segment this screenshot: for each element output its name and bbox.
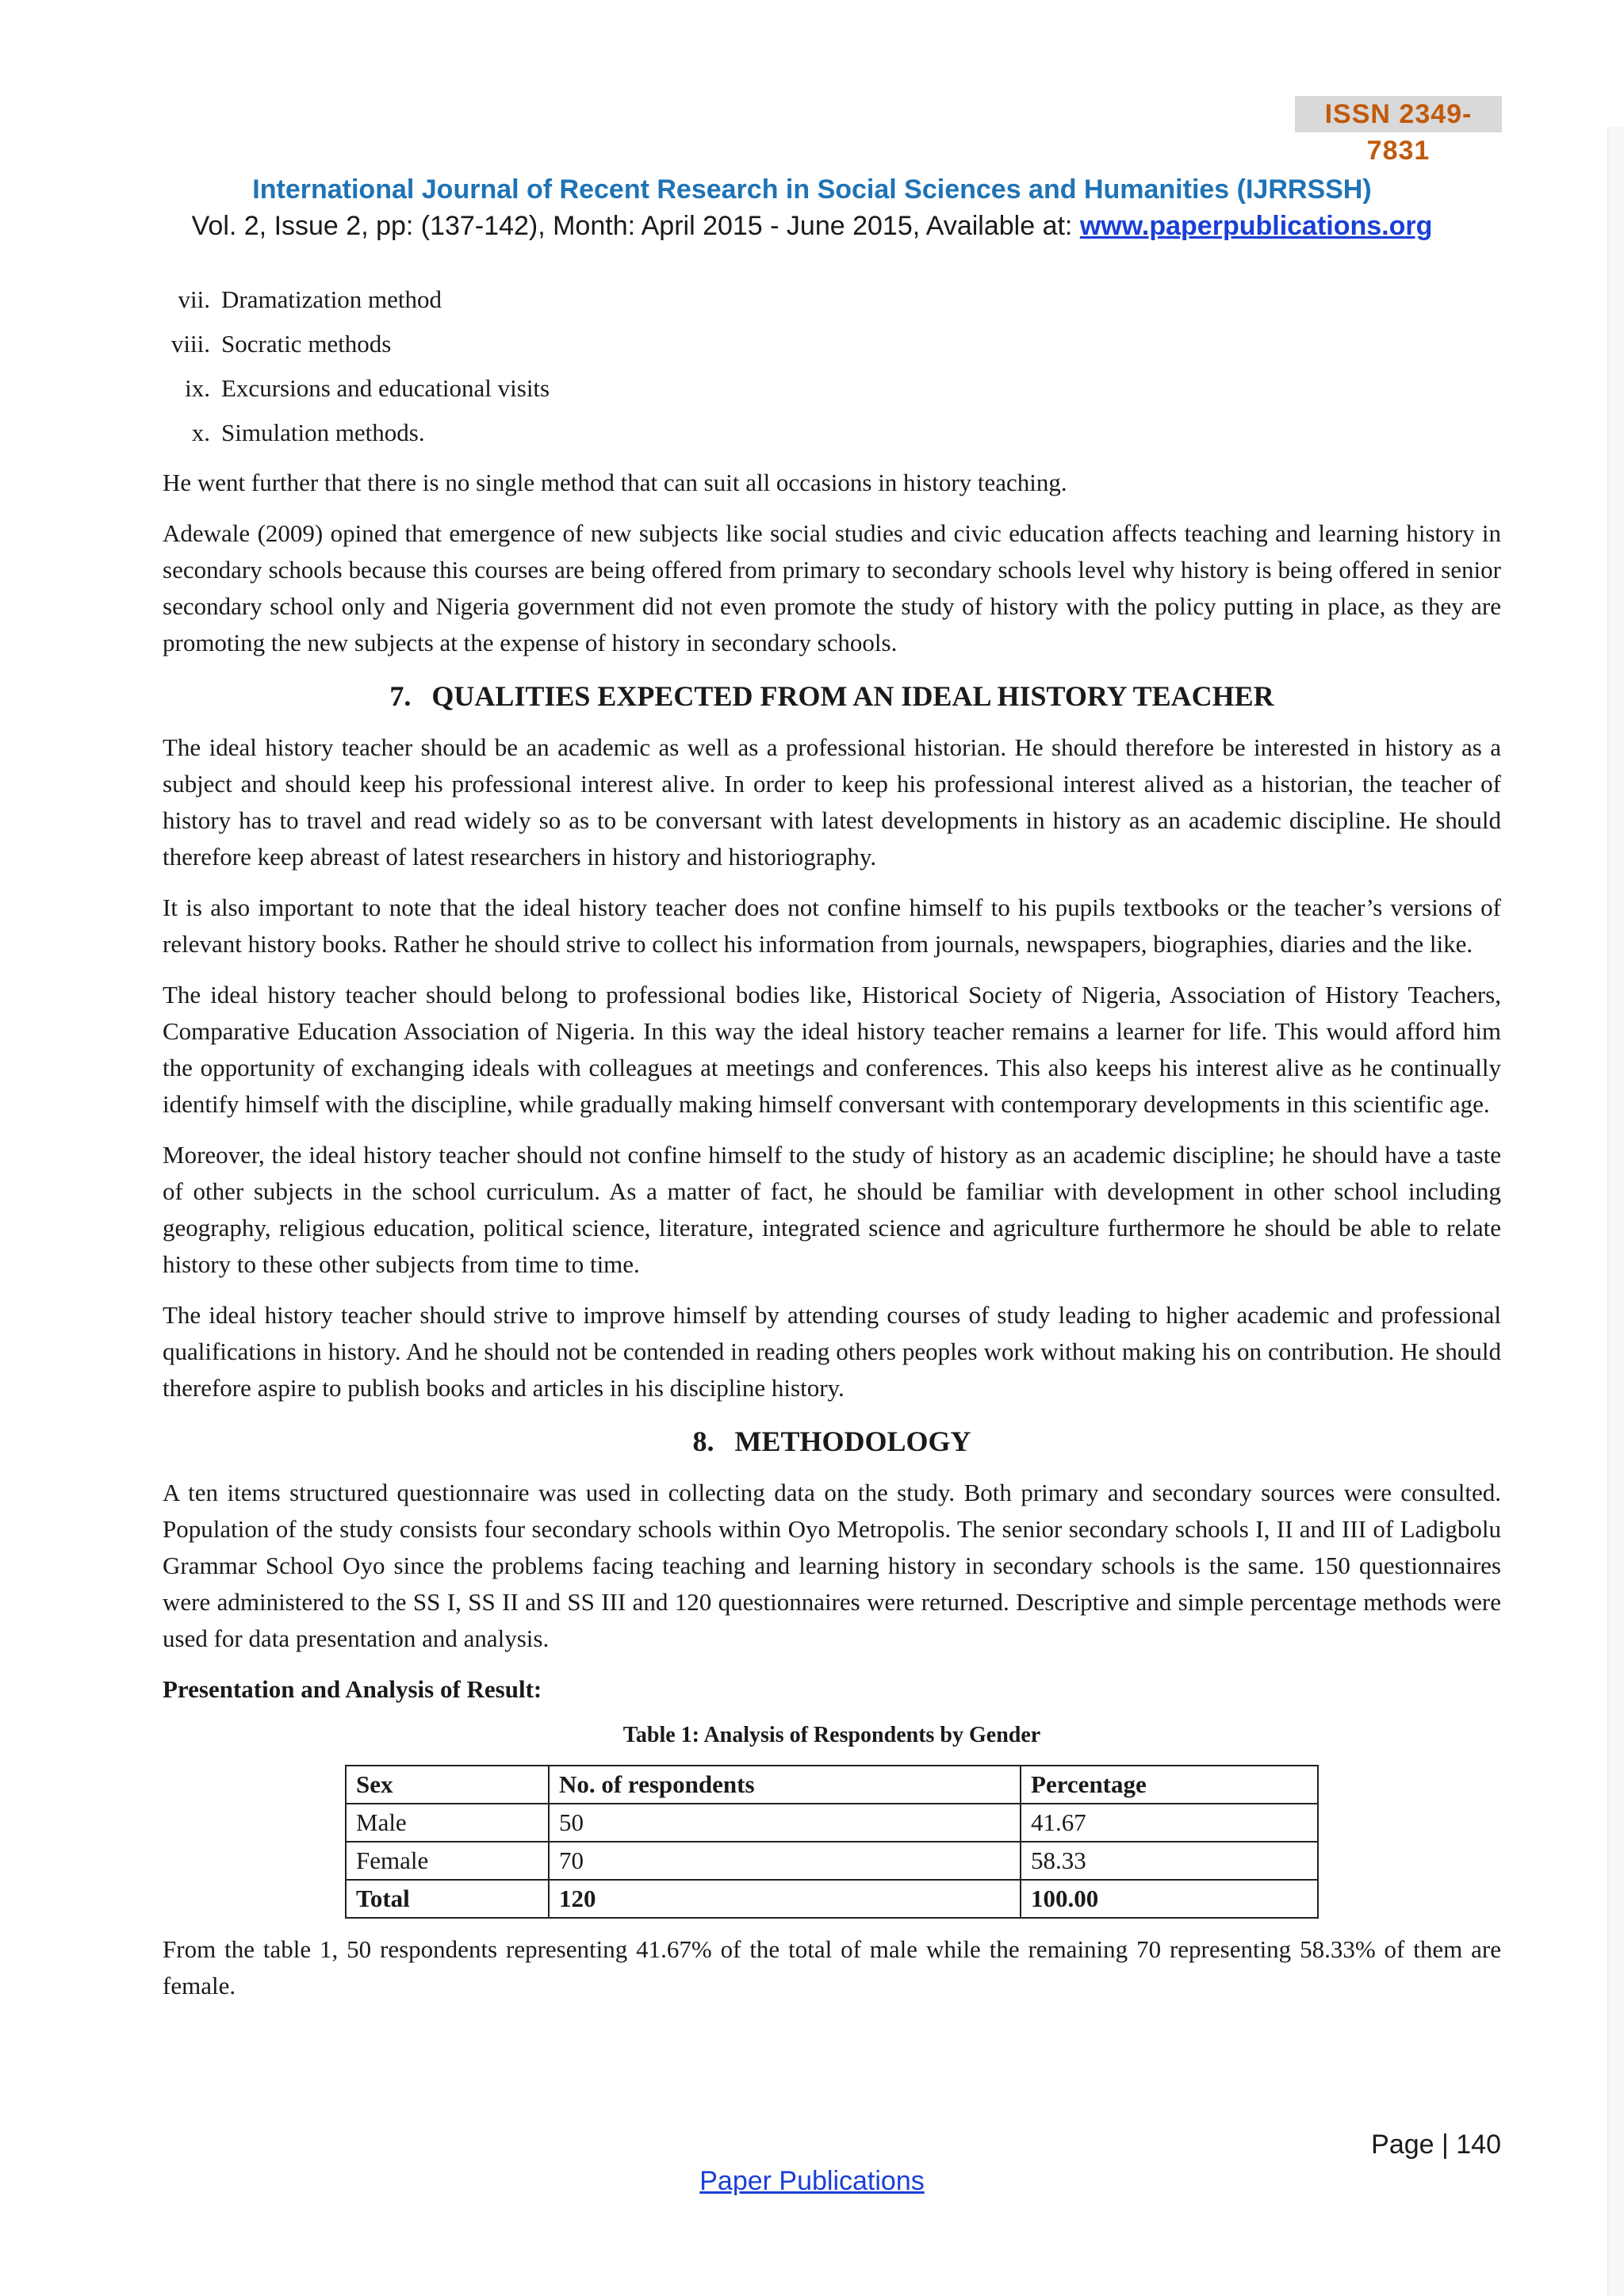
- list-number: x.: [191, 419, 210, 446]
- journal-title: International Journal of Recent Research in Social Sciences and Humanities (IJRRSSH): [252, 174, 1372, 205]
- section-number: 7.: [389, 680, 412, 712]
- paragraph: It is also important to note that the ideal history teacher does not confine himself to his pupils textbooks or the teacher’s versions of relevant history books. Rather he should strive to collect his information from journals, newspapers, biographies, diaries and the like.: [163, 894, 1501, 958]
- paragraph: From the table 1, 50 respondents representing 41.67% of the total of male while the remaining 70 representing 58.33% of them are female.: [163, 1935, 1501, 1999]
- table-cell: 100.00: [1021, 1880, 1318, 1918]
- table-header-cell: Sex: [346, 1766, 549, 1804]
- publisher-link[interactable]: Paper Publications: [699, 2166, 925, 2196]
- section-title: METHODOLOGY: [734, 1425, 971, 1457]
- paragraph: Adewale (2009) opined that emergence of new subjects like social studies and civic education affects teaching and learning history in secondary schools because this courses are being offered from primary to secondary schools level why history is being offered in senior secondary school only and Nigeria government did not even promote the study of history with the policy putting in place, as they are promoting the new subjects at the expense of history in secondary schools.: [163, 519, 1501, 656]
- table-total-row: [346, 1880, 1318, 1918]
- list-item: [163, 366, 1501, 411]
- page-edge-shadow: [1607, 127, 1624, 2296]
- list-text: Excursions and educational visits: [221, 374, 550, 402]
- page-number: Page | 140: [1371, 2130, 1501, 2160]
- journal-volume-info: [0, 208, 1624, 244]
- table-cell: 120: [549, 1880, 1021, 1918]
- paragraph: The ideal history teacher should belong to professional bodies like, Historical Society of Nigeria, Association of History Teachers, Comparative Education Association of Nigeria. In this way the ideal history teacher remains a learner for life. This would afford him the opportunity of exchanging ideals with colleagues at meetings and conferences. This also keeps his interest alive as he continually identify himself with the discipline, while gradually making himself conversant with contemporary developments in this scientific age.: [163, 981, 1501, 1118]
- table-cell: Total: [346, 1880, 549, 1918]
- table-caption: Table 1: Analysis of Respondents by Gender: [622, 1723, 1041, 1747]
- list-text: Socratic methods: [221, 330, 392, 358]
- paragraph: The ideal history teacher should strive to improve himself by attending courses of study leading to higher academic and professional qualifications in history. And he should not be contended in reading others peoples work without making his on contribution. He should therefore aspire to publish books and articles in his discipline history.: [163, 1301, 1501, 1402]
- list-number: vii.: [178, 285, 210, 313]
- list-number: viii.: [170, 330, 210, 358]
- list-number: ix.: [185, 374, 210, 402]
- list-item: [163, 322, 1501, 366]
- section-8-heading: [163, 1422, 1501, 1460]
- subheading: Presentation and Analysis of Result:: [163, 1675, 542, 1703]
- gender-table: [345, 1765, 1319, 1919]
- journal-website-link[interactable]: www.paperpublications.org: [1079, 211, 1433, 241]
- table-cell: Male: [346, 1804, 549, 1842]
- issn-label: ISSN 2349-7831: [1295, 96, 1502, 132]
- paragraph: Moreover, the ideal history teacher should not confine himself to the study of history as an academic discipline; he should have a taste of other subjects in the school curriculum. As a matter of fact, he should be familiar with development in other school including geography, religious education, political science, literature, integrated science and agriculture furthermore he should be able to relate history to these other subjects from time to time.: [163, 1141, 1501, 1278]
- table-cell: 50: [549, 1804, 1021, 1842]
- table-cell: 58.33: [1021, 1842, 1318, 1880]
- table-cell: 70: [549, 1842, 1021, 1880]
- table-cell: Female: [346, 1842, 549, 1880]
- volume-text: Vol. 2, Issue 2, pp: (137-142), Month: April 2015 - June 2015, Available at:: [191, 211, 1080, 241]
- list-item: [163, 411, 1501, 455]
- table-header-row: [346, 1766, 1318, 1804]
- table-row: [346, 1804, 1318, 1842]
- paragraph: He went further that there is no single method that can suit all occasions in history teaching.: [163, 469, 1067, 496]
- table-header-cell: Percentage: [1021, 1766, 1318, 1804]
- table-cell: 41.67: [1021, 1804, 1318, 1842]
- section-7-heading: [163, 677, 1501, 715]
- article-body: [163, 277, 1501, 2019]
- section-title: QUALITIES EXPECTED FROM AN IDEAL HISTORY TEACHER: [431, 680, 1274, 712]
- list-text: Dramatization method: [221, 285, 442, 313]
- section-number: 8.: [692, 1425, 714, 1457]
- methods-list: [163, 277, 1501, 455]
- list-item: [163, 277, 1501, 322]
- table-header-cell: No. of respondents: [549, 1766, 1021, 1804]
- table-row: [346, 1842, 1318, 1880]
- paragraph: The ideal history teacher should be an academic as well as a professional historian. He should therefore be interested in history as a subject and should keep his professional interest alive. In order to keep his professional interest alived as a historian, the teacher of history has to travel and read widely so as to be conversant with latest developments in history as an academic discipline. He should therefore keep abreast of latest researchers in history and historiography.: [163, 733, 1501, 871]
- paragraph: A ten items structured questionnaire was used in collecting data on the study. Both primary and secondary sources were consulted. Population of the study consists four secondary schools within Oyo Metropolis. The senior secondary schools I, II and III of Ladigbolu Grammar School Oyo since the problems facing teaching and learning history in secondary schools is the same. 150 questionnaires were administered to the SS I, SS II and SS III and 120 questionnaires were returned. Descriptive and simple percentage methods were used for data presentation and analysis.: [163, 1479, 1501, 1652]
- list-text: Simulation methods.: [221, 419, 425, 446]
